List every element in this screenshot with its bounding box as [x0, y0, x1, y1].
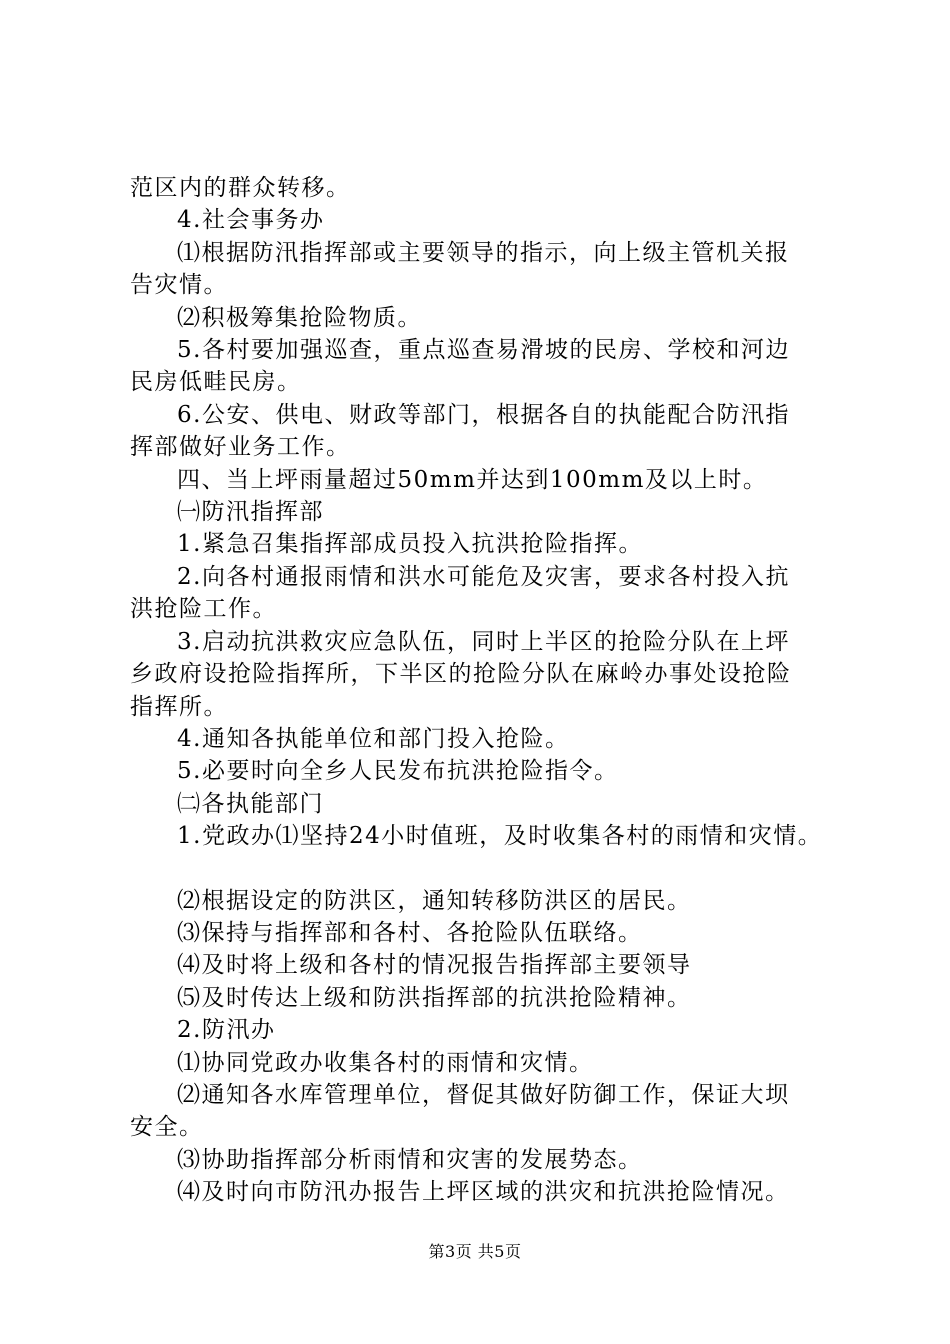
- text-line: ⑷及时向市防汛办报告上坪区域的洪灾和抗洪抢险情况。: [177, 1179, 790, 1206]
- text-line: 4.社会事务办: [177, 207, 325, 234]
- text-line: ⑶保持与指挥部和各村、各抢险队伍联络。: [177, 919, 643, 946]
- text-line: ⑵根据设定的防洪区，通知转移防洪区的居民。: [177, 887, 692, 914]
- text-line: 5.各村要加强巡查，重点巡查易滑坡的民房、学校和河边: [177, 337, 790, 364]
- text-line: 洪抢险工作。: [130, 596, 277, 623]
- text-line: ⑶协助指挥部分析雨情和灾害的发展势态。: [177, 1146, 643, 1173]
- text-line: ⑴根据防汛指挥部或主要领导的指示，向上级主管机关报: [177, 239, 790, 266]
- text-line: 6.公安、供电、财政等部门，根据各自的执能配合防汛指: [177, 401, 790, 428]
- text-line: 2.向各村通报雨情和洪水可能危及灾害，要求各村投入抗: [177, 563, 790, 590]
- text-line: ㈡各执能部门: [177, 790, 324, 817]
- text-line: ㈠防汛指挥部: [177, 499, 324, 526]
- text-line: ⑵通知各水库管理单位，督促其做好防御工作，保证大坝: [177, 1081, 790, 1108]
- text-line: 5.必要时向全乡人民发布抗洪抢险指令。: [177, 758, 619, 785]
- text-line: ⑷及时将上级和各村的情况报告指挥部主要领导: [177, 952, 692, 979]
- text-line: 指挥所。: [130, 693, 228, 720]
- text-line: 4.通知各执能单位和部门投入抢险。: [177, 725, 570, 752]
- text-line: 范区内的群众转移。: [130, 175, 351, 201]
- text-line: ⑵积极筹集抢险物质。: [177, 304, 422, 331]
- text-line: 告灾情。: [130, 272, 228, 299]
- text-line: 2.防汛办: [177, 1017, 276, 1044]
- text-line: 挥部做好业务工作。: [130, 434, 351, 461]
- text-line: ⑸及时传达上级和防洪指挥部的抗洪抢险精神。: [177, 984, 692, 1011]
- text-line: 乡政府设抢险指挥所，下半区的抢险分队在麻岭办事处设抢险: [130, 661, 792, 688]
- text-line: 四、当上坪雨量超过50mm并达到100mm及以上时。: [177, 466, 768, 493]
- text-line: 1.党政办⑴坚持24小时值班，及时收集各村的雨情和灾情。: [177, 823, 823, 850]
- document-body: [130, 172, 845, 1209]
- page-footer: 第3页 共5页: [428, 1242, 522, 1261]
- text-line: 民房低畦民房。: [130, 369, 302, 396]
- text-line: ⑴协同党政办收集各村的雨情和灾情。: [177, 1049, 594, 1076]
- text-line: 安全。: [130, 1114, 204, 1141]
- text-line: 3.启动抗洪救灾应急队伍，同时上半区的抢险分队在上坪: [177, 628, 790, 655]
- text-line: 1.紧急召集指挥部成员投入抗洪抢险指挥。: [177, 531, 643, 558]
